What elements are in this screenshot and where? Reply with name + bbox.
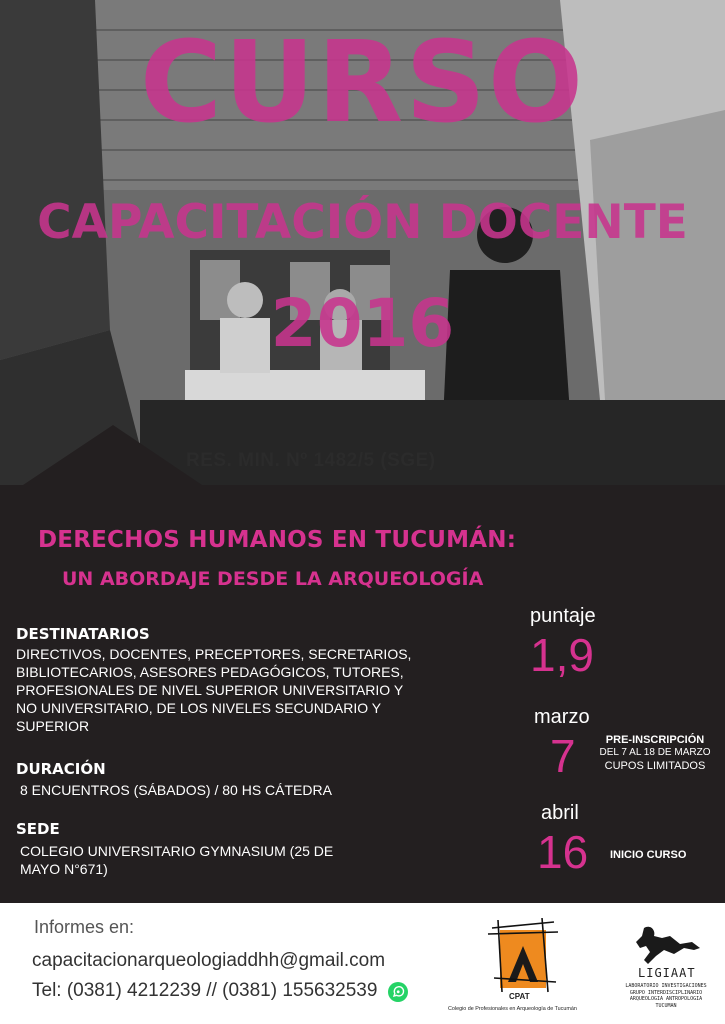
puntaje-label: puntaje — [530, 605, 596, 627]
destinatarios-line: PROFESIONALES DE NIVEL SUPERIOR UNIVERSITARIO Y — [16, 682, 404, 698]
ligiaat-line: TUCUMAN — [655, 1002, 677, 1009]
sede-label: SEDE — [16, 820, 60, 838]
duracion-text: 8 ENCUENTROS (SÁBADOS) / 80 HS CÁTEDRA — [20, 782, 332, 798]
ligiaat-name: LIGIAAT — [638, 966, 696, 980]
headline-subtitle: UN ABORDAJE DESDE LA ARQUEOLOGÍA — [62, 568, 484, 590]
inicio-curso-note: INICIO CURSO — [610, 849, 687, 861]
resolution-number: RES. MIN. Nº 1482/5 (SGE) — [186, 450, 436, 471]
destinatarios-text — [16, 645, 411, 735]
preinscripcion-note — [594, 734, 716, 772]
informes-label: Informes en: — [34, 917, 135, 937]
abril-value: 16 — [537, 826, 589, 878]
abril-label: abril — [541, 802, 579, 824]
cpat-name: CPAT — [509, 992, 530, 1001]
destinatarios-label: DESTINATARIOS — [16, 625, 150, 643]
preinscripcion-dates: DEL 7 AL 18 DE MARZO — [599, 747, 711, 758]
duracion-label: DURACIÓN — [16, 760, 106, 778]
destinatarios-line: NO UNIVERSITARIO, DE LOS NIVELES SECUNDARIO Y — [16, 700, 382, 716]
destinatarios-line: DIRECTIVOS, DOCENTES, PRECEPTORES, SECRETARIOS, — [16, 646, 412, 662]
contact-email[interactable]: capacitacionarqueologiaddhh@gmail.com — [32, 950, 386, 971]
headline-title: DERECHOS HUMANOS EN TUCUMÁN: — [38, 527, 517, 553]
course-year: 2016 — [270, 285, 455, 362]
contact-phone[interactable]: Tel: (0381) 4212239 // (0381) 155632539 — [32, 980, 378, 1001]
preinscripcion-title: PRE-INSCRIPCIÓN — [605, 734, 705, 746]
ligiaat-line: ARQUEOLOGIA ANTROPOLOGIA — [629, 996, 703, 1002]
cpat-logo — [478, 918, 568, 994]
cupos-limitados: CUPOS LIMITADOS — [604, 760, 706, 772]
cpat-full-name: Colegio de Profesionales en Arqueología de Tucumán — [448, 1006, 577, 1012]
ligiaat-logo — [626, 924, 706, 966]
course-subtitle: CAPACITACIÓN DOCENTE — [37, 195, 688, 250]
marzo-value: 7 — [550, 730, 576, 782]
destinatarios-line: SUPERIOR — [16, 718, 90, 734]
ligiaat-full-name — [610, 983, 722, 1009]
hero-photo — [0, 0, 725, 485]
ligiaat-line: LABORATORIO INVESTIGACIONES — [625, 983, 707, 989]
sede-line: COLEGIO UNIVERSITARIO GYMNASIUM (25 DE — [20, 843, 334, 859]
course-title: CURSO — [139, 18, 586, 148]
sede-text — [20, 842, 333, 878]
ligiaat-line: GRUPO INTERDISCIPLINARIO — [629, 989, 703, 996]
marzo-label: marzo — [534, 706, 590, 728]
destinatarios-line: BIBLIOTECARIOS, ASESORES PEDAGÓGICOS, TUTORES, — [16, 664, 404, 680]
puntaje-value: 1,9 — [530, 629, 594, 681]
sede-line: MAYO N°671) — [20, 861, 108, 877]
whatsapp-icon[interactable] — [387, 981, 409, 1003]
